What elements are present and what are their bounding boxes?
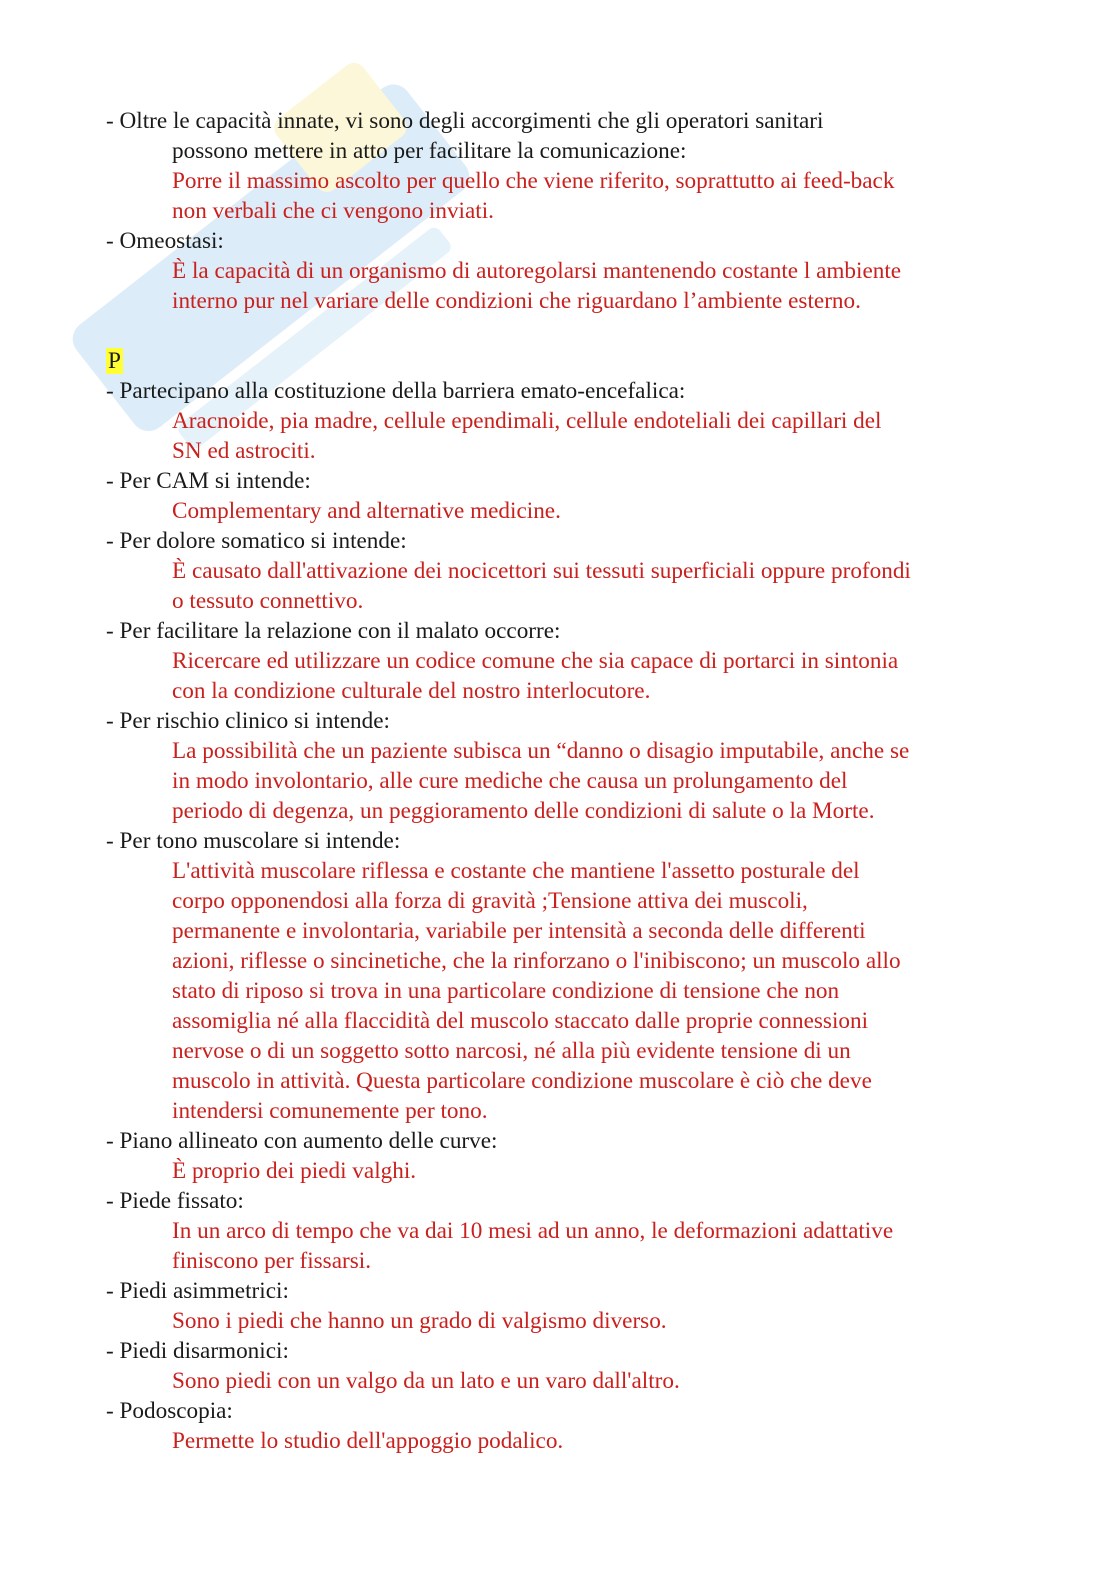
answer-line: in modo involontario, alle cure mediche che causa un prolungamento del	[172, 768, 848, 794]
question-line: - Per facilitare la relazione con il malato occorre:	[106, 618, 561, 644]
answer-line: interno pur nel variare delle condizioni che riguardano l’ambiente esterno.	[172, 288, 861, 314]
section-p	[106, 376, 1016, 1456]
answer-line: Ricercare ed utilizzare un codice comune che sia capace di portarci in sintonia	[172, 648, 899, 674]
answer-line: assomiglia né alla flaccidità del muscolo staccato dalle proprie connessioni	[172, 1008, 869, 1034]
entry	[106, 466, 1016, 526]
question-line: - Podoscopia:	[106, 1398, 233, 1424]
answer-line: È proprio dei piedi valghi.	[172, 1158, 417, 1184]
answer-line: nervose o di un soggetto sotto narcosi, né alla più evidente tensione di un	[172, 1038, 851, 1064]
entry	[106, 1126, 1016, 1186]
document-body	[106, 106, 1016, 1456]
answer-line: muscolo in attività. Questa particolare condizione muscolare è ciò che deve	[172, 1068, 872, 1094]
answer-line: In un arco di tempo che va dai 10 mesi ad un anno, le deformazioni adattative	[172, 1218, 894, 1244]
answer-line: stato di riposo si trova in una particolare condizione di tensione che non	[172, 978, 840, 1004]
entry	[106, 1186, 1016, 1276]
entry	[106, 826, 1016, 1126]
answer-line: azioni, riflesse o sincinetiche, che la rinforzano o l'inibiscono; un muscolo allo	[172, 948, 901, 974]
question-line: - Piedi asimmetrici:	[106, 1278, 289, 1304]
answer-line: È la capacità di un organismo di autoregolarsi mantenendo costante l ambiente	[172, 258, 902, 284]
entry	[106, 106, 1016, 226]
answer-line: non verbali che ci vengono inviati.	[172, 198, 494, 224]
entry	[106, 706, 1016, 826]
answer-line: Aracnoide, pia madre, cellule ependimali, cellule endoteliali dei capillari del	[172, 408, 882, 434]
entry	[106, 376, 1016, 466]
answer-line: Sono piedi con un valgo da un lato e un varo dall'altro.	[172, 1368, 680, 1394]
answer-line: con la condizione culturale del nostro interlocutore.	[172, 678, 651, 704]
question-line: - Per rischio clinico si intende:	[106, 708, 390, 734]
entry	[106, 1276, 1016, 1336]
answer-line: La possibilità che un paziente subisca un “danno o disagio imputabile, anche se	[172, 738, 910, 764]
question-line: - Partecipano alla costituzione della barriera emato-encefalica:	[106, 378, 686, 404]
answer-line: permanente e involontaria, variabile per intensità a seconda delle differenti	[172, 918, 866, 944]
question-line: - Per tono muscolare si intende:	[106, 828, 401, 854]
answer-line: corpo opponendosi alla forza di gravità ;Tensione attiva dei muscoli,	[172, 888, 808, 914]
question-line-continued: possono mettere in atto per facilitare la comunicazione:	[172, 138, 687, 164]
question-line: - Piedi disarmonici:	[106, 1338, 289, 1364]
answer-line: È causato dall'attivazione dei nocicettori sui tessuti superficiali oppure profondi	[172, 558, 911, 584]
entry	[106, 616, 1016, 706]
section-letter: P	[108, 348, 121, 374]
section-spacer	[106, 316, 1016, 346]
answer-line: SN ed astrociti.	[172, 438, 316, 464]
answer-line: finiscono per fissarsi.	[172, 1248, 371, 1274]
answer-line: Permette lo studio dell'appoggio podalico.	[172, 1428, 564, 1454]
section-heading	[106, 346, 1016, 376]
answer-line: Complementary and alternative medicine.	[172, 498, 561, 524]
question-line: - Oltre le capacità innate, vi sono degli accorgimenti che gli operatori sanitari	[106, 108, 824, 134]
entry	[106, 526, 1016, 616]
answer-line: intendersi comunemente per tono.	[172, 1098, 488, 1124]
question-line: - Per dolore somatico si intende:	[106, 528, 407, 554]
question-line: - Omeostasi:	[106, 228, 224, 254]
section-o	[106, 106, 1016, 316]
entry	[106, 1396, 1016, 1456]
entry	[106, 1336, 1016, 1396]
question-line: - Piano allineato con aumento delle curve:	[106, 1128, 498, 1154]
entry	[106, 226, 1016, 316]
answer-line: o tessuto connettivo.	[172, 588, 364, 614]
answer-line: periodo di degenza, un peggioramento delle condizioni di salute o la Morte.	[172, 798, 875, 824]
question-line: - Piede fissato:	[106, 1188, 244, 1214]
answer-line: Porre il massimo ascolto per quello che viene riferito, soprattutto ai feed-back	[172, 168, 895, 194]
question-line: - Per CAM si intende:	[106, 468, 311, 494]
answer-line: Sono i piedi che hanno un grado di valgismo diverso.	[172, 1308, 667, 1334]
answer-line: L'attività muscolare riflessa e costante che mantiene l'assetto posturale del	[172, 858, 860, 884]
